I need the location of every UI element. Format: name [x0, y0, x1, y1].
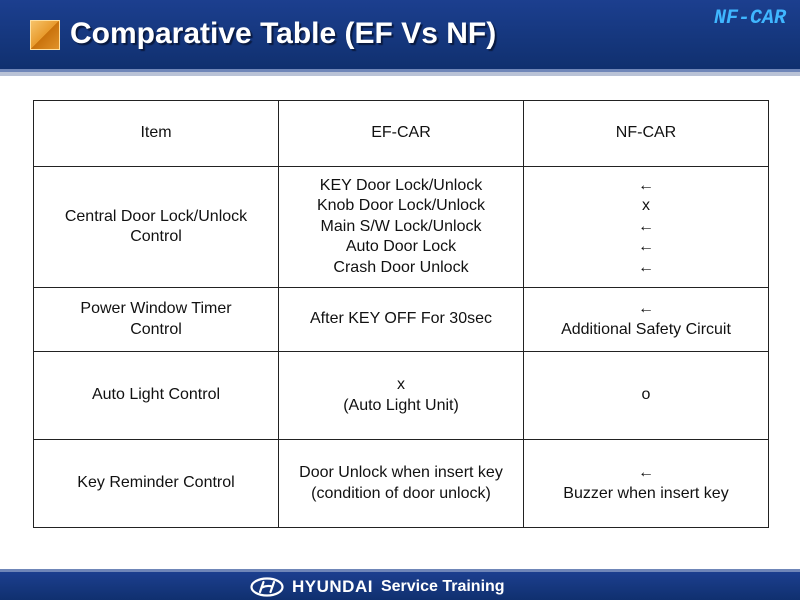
header-cell-nf-car: NF-CAR [524, 101, 769, 167]
cell-line: After KEY OFF For 30sec [310, 310, 492, 328]
cell-line: ← [638, 217, 654, 235]
cell-line: Power Window Timer [80, 300, 232, 317]
cell-line: (Auto Light Unit) [343, 396, 459, 414]
brand-tag: NF-CAR [713, 7, 786, 30]
table-row [34, 288, 769, 352]
cell-line: o [641, 386, 651, 404]
cell-line: Key Reminder Control [77, 474, 235, 492]
cell-line: Control [130, 228, 182, 245]
cell-line: Auto Door Lock [345, 238, 457, 256]
cell-line: ← [638, 300, 654, 317]
header-cell-item: Item [34, 101, 279, 167]
ef-cell [279, 440, 524, 528]
item-cell [34, 352, 279, 440]
ef-cell [279, 288, 524, 352]
nf-cell [524, 288, 769, 352]
header-cell-ef-car: EF-CAR [279, 101, 524, 167]
item-cell [34, 440, 279, 528]
nf-cell [524, 440, 769, 528]
ef-cell [279, 352, 524, 440]
cell-line: x [642, 197, 650, 215]
page-title: Comparative Table (EF Vs NF) [70, 17, 497, 50]
hyundai-logo-icon [250, 577, 284, 597]
cell-line: ← [638, 238, 654, 256]
cell-line: Crash Door Unlock [333, 258, 469, 276]
cell-line: Knob Door Lock/Unlock [316, 197, 486, 215]
nf-cell [524, 167, 769, 288]
header-bar [0, 0, 800, 72]
item-cell [34, 167, 279, 288]
cell-line: Main S/W Lock/Unlock [320, 217, 482, 235]
footer-branding [250, 575, 505, 599]
nf-cell [524, 352, 769, 440]
cell-line: Door Unlock when insert key [299, 464, 503, 481]
header-divider [0, 72, 800, 76]
footer-bar [0, 569, 800, 600]
cell-line: x [397, 376, 405, 393]
cell-line: Buzzer when insert key [563, 484, 729, 502]
footer-brand-name: HYUNDAI [292, 577, 373, 596]
footer-training-label: Service Training [380, 578, 505, 595]
cell-line: Control [130, 320, 182, 338]
table-row [34, 440, 769, 528]
cell-line: Auto Light Control [91, 386, 221, 404]
table-row [34, 167, 769, 288]
cell-line: Additional Safety Circuit [561, 320, 731, 338]
cell-line: (condition of door unlock) [311, 484, 491, 502]
item-cell [34, 288, 279, 352]
table-header-row [34, 101, 769, 167]
cell-line: Central Door Lock/Unlock [64, 207, 248, 225]
cell-line: ← [638, 258, 654, 276]
table-row [34, 352, 769, 440]
cell-line: KEY Door Lock/Unlock [319, 176, 483, 194]
ef-cell [279, 167, 524, 288]
cell-line: ← [638, 464, 654, 481]
cell-line: ← [638, 176, 654, 194]
comparison-table [33, 100, 769, 528]
orange-square-bullet-icon [30, 20, 60, 50]
